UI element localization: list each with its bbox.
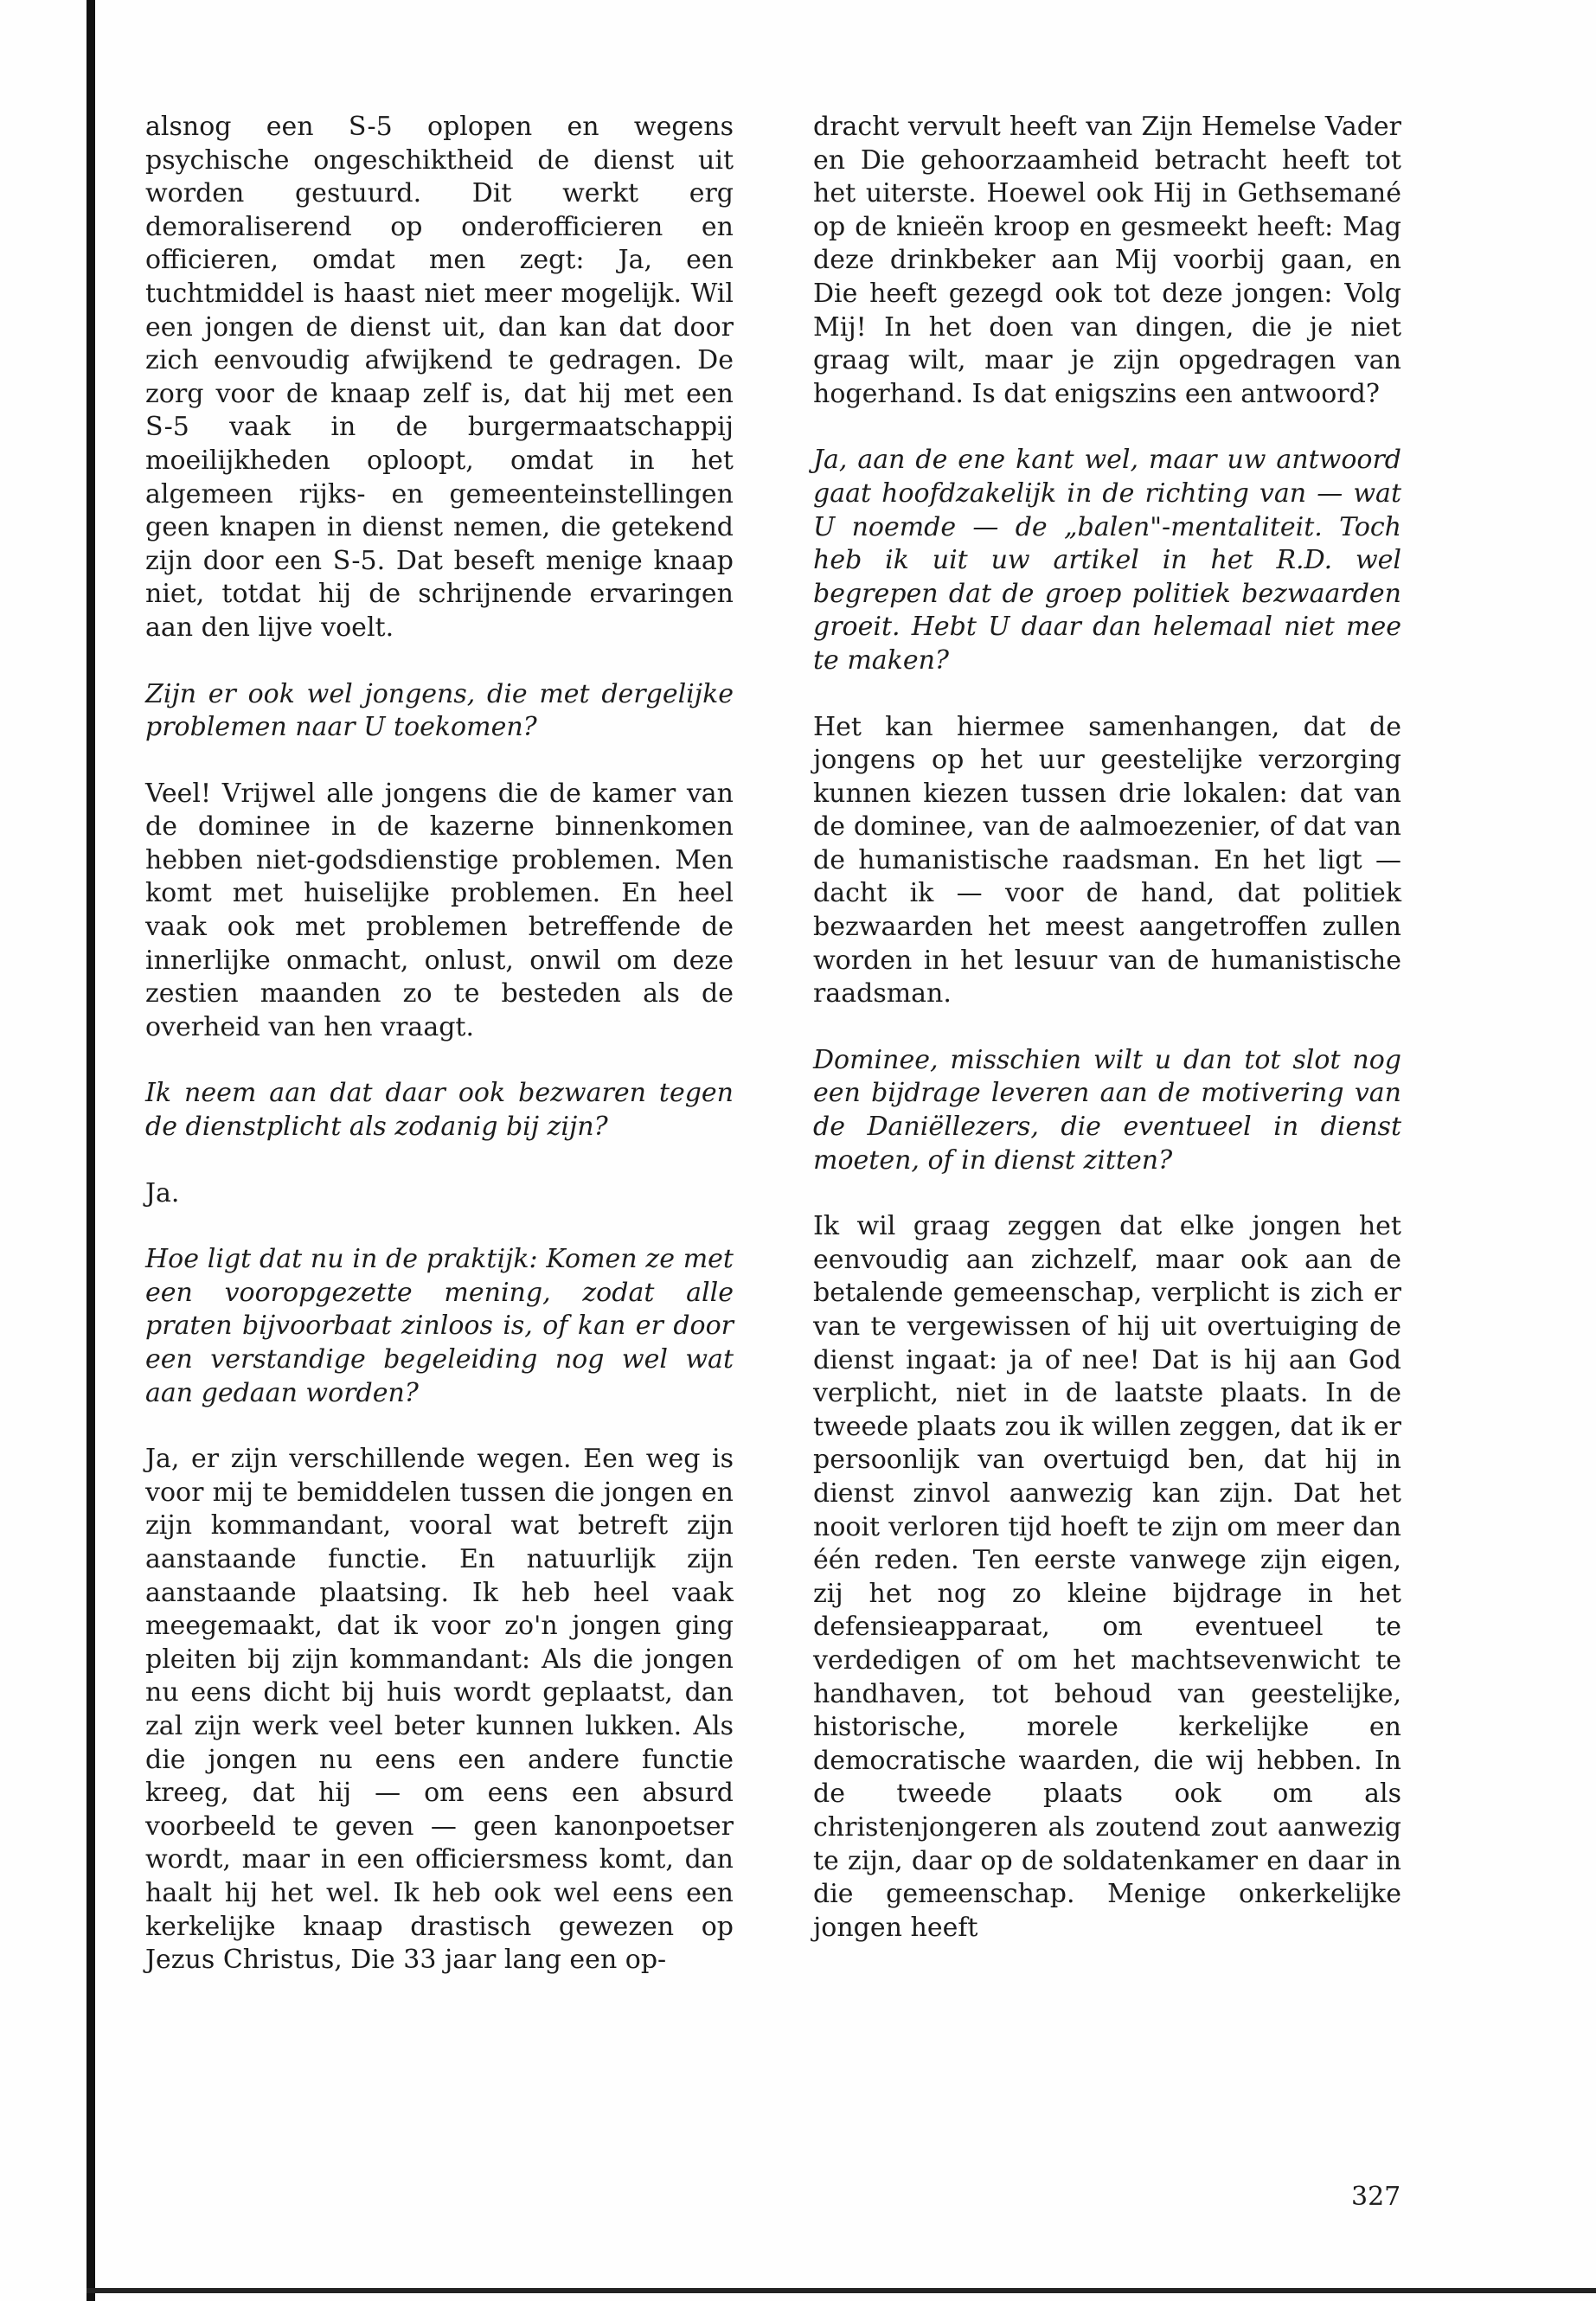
page-number: 327	[1351, 2182, 1401, 2212]
answer-paragraph: alsnog een S-5 oplopen en wegens psychische ongeschiktheid de dienst uit worden gestuurd. Dit werkt erg demoraliserend op onderofficieren en officieren, omdat men zegt: Ja, een tuchtmiddel is haast niet meer mogelijk. Wil een jongen de dienst uit, dan kan dat door zich eenvoudig afwijkend te gedragen. De zorg voor de knaap zelf is, dat hij met een S-5 vaak in de burgermaatschappij moeilijkheden oploopt, omdat in het algemeen rijks- en gemeenteinstellingen geen knapen in dienst nemen, die getekend zijn door een S-5. Dat beseft menige knaap niet, totdat hij de schrijnende ervaringen aan den lijve voelt.	[145, 112, 734, 643]
answer-paragraph: Ja.	[145, 1177, 180, 1208]
answer-paragraph: Ik wil graag zeggen dat elke jongen het eenvoudig aan zichzelf, maar ook aan de betalende gemeenschap, verplicht is zich er van te vergewissen of hij uit overtuiging de dienst ingaat: ja of nee! Dat is hij aan God verplicht, niet in de laatste plaats. In de tweede plaats zou ik willen zeggen, dat ik er persoonlijk van overtuigd ben, dat hij in dienst zinvol aanwezig kan zijn. Dat het nooit verloren tijd hoeft te zijn om meer dan één reden. Ten eerste vanwege zijn eigen, zij het nog zo kleine bijdrage in het defensieapparaat, om eventueel te verdedigen of om het machtsevenwicht te handhaven, tot behoud van geestelijke, historische, morele kerkelijke en democratische waarden, die wij hebben. In de tweede plaats ook om als christenjongeren als zoutend zout aanwezig te zijn, daar op de soldatenkamer en daar in die gemeenschap. Menige onkerkelijke jongen heeft	[813, 1211, 1401, 1943]
answer-paragraph: Veel! Vrijwel alle jongens die de kamer van de dominee in de kazerne binnenkomen hebben niet-godsdienstige problemen. Men komt met huiselijke problemen. En heel vaak ook met problemen betreffende de innerlijke onmacht, onlust, onwil om deze zestien maanden zo te besteden als de overheid van hen vraagt.	[145, 778, 734, 1042]
scan-bottom-edge	[87, 2288, 1596, 2293]
answer-paragraph: Ja, er zijn verschillende wegen. Een weg is voor mij te bemiddelen tussen die jongen en zijn kommandant, vooral wat betreft zijn aanstaande functie. En natuurlijk zijn aanstaande plaatsing. Ik heb heel vaak meegemaakt, dat ik voor zo'n jongen ging pleiten bij zijn kommandant: Als die jongen nu eens dicht bij huis wordt geplaatst, dan zal zijn werk veel beter kunnen lukken. Als die jongen nu eens een andere functie kreeg, dat hij — om eens een absurd voorbeeld te geven — geen kanonpoetser wordt, maar in een officiersmess komt, dan haalt hij het wel. Ik heb ook wel eens een kerkelijke knaap drastisch gewezen op Jezus Christus, Die 33 jaar lang een op-	[145, 1444, 734, 1976]
question-paragraph: Ik neem aan dat daar ook bezwaren tegen de dienstplicht als zodanig bij zijn?	[145, 1078, 734, 1143]
question-paragraph: Ja, aan de ene kant wel, maar uw antwoord gaat hoofdzakelijk in de richting van — wat U noemde — de „balen"-mentaliteit. Toch heb ik uit uw artikel in het R.D. wel begrepen dat de groep politiek bezwaarden groeit. Hebt U daar dan helemaal niet mee te maken?	[813, 445, 1401, 676]
question-paragraph: Zijn er ook wel jongens, die met dergelijke problemen naar U toekomen?	[145, 678, 734, 743]
scan-left-edge	[87, 0, 95, 2301]
answer-paragraph: dracht vervult heeft van Zijn Hemelse Vader en Die gehoorzaamheid betracht heeft tot het uiterste. Hoewel ook Hij in Gethsemané op de knieën kroop en gesmeekt heeft: Mag deze drinkbeker aan Mij voorbij gaan, en Die heeft gezegd ook tot deze jongen: Volg Mij! In het doen van dingen, die je niet graag wilt, maar je zijn opgedragen van hogerhand. Is dat enigszins een antwoord?	[813, 112, 1401, 409]
answer-paragraph: Het kan hiermee samenhangen, dat de jongens op het uur geestelijke verzorging kunnen kiezen tussen drie lokalen: dat van de dominee, van de aalmoezenier, of dat van de humanistische raadsman. En het ligt — dacht ik — voor de hand, dat politiek bezwaarden het meest aangetroffen zullen worden in het lesuur van de humanistische raadsman.	[813, 711, 1401, 1009]
right-column	[813, 111, 1401, 1977]
question-paragraph: Hoe ligt dat nu in de praktijk: Komen ze met een vooropgezette mening, zodat alle praten bijvoorbaat zinloos is, of kan er door een verstandige begeleiding nog wel wat aan gedaan worden?	[145, 1244, 734, 1408]
left-column	[145, 111, 734, 2010]
question-paragraph: Dominee, misschien wilt u dan tot slot nog een bijdrage leveren aan de motivering van de Daniëllezers, die eventueel in dienst moeten, of in dienst zitten?	[813, 1044, 1401, 1176]
